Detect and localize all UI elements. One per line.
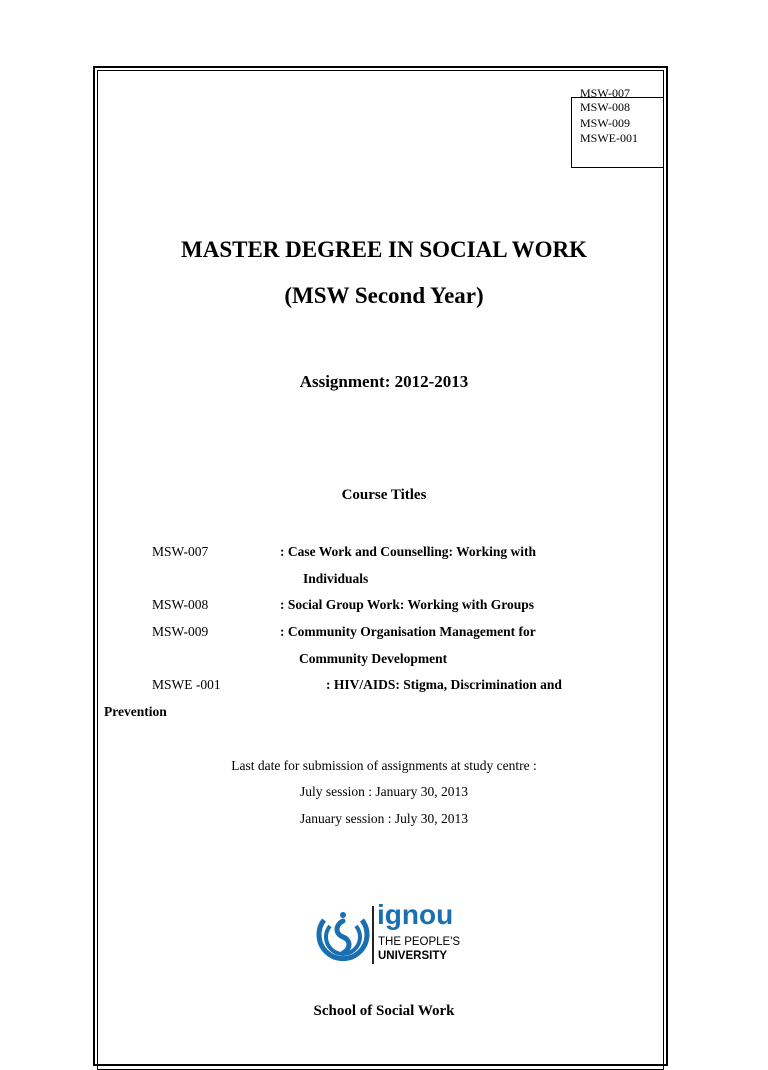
january-session-date: January session : July 30, 2013 — [300, 811, 468, 826]
course-title-4-cont: Prevention — [104, 704, 167, 719]
logo-divider — [372, 906, 374, 964]
course-title-2: : Social Group Work: Working with Groups — [280, 597, 535, 612]
code-msw-007: MSW-007 — [580, 86, 631, 100]
course-code-2: MSW-008 — [152, 597, 209, 612]
code-mswe-001: MSWE-001 — [580, 131, 638, 145]
logo-wordmark: ignou — [377, 899, 454, 930]
school-name: School of Social Work — [313, 1003, 455, 1019]
course-code-1: MSW-007 — [152, 544, 209, 559]
course-code-4: MSWE -001 — [152, 677, 221, 692]
course-code-3: MSW-009 — [152, 624, 209, 639]
course-title-1-cont: Individuals — [303, 571, 369, 586]
logo-tagline-2: UNIVERSITY — [378, 950, 448, 962]
july-session-date: July session : January 30, 2013 — [300, 784, 468, 799]
ignou-emblem-icon — [314, 908, 372, 966]
last-date-note: Last date for submission of assignments at study centre : — [231, 758, 537, 773]
course-title-3: : Community Organisation Management for — [280, 624, 536, 639]
ignou-logo — [314, 899, 474, 968]
course-title-1: : Case Work and Counselling: Working with — [280, 544, 537, 559]
document-title: MASTER DEGREE IN SOCIAL WORK — [181, 237, 587, 262]
code-msw-009: MSW-009 — [580, 116, 631, 130]
course-titles-heading: Course Titles — [341, 487, 427, 503]
code-msw-008: MSW-008 — [580, 100, 631, 114]
course-title-4: : HIV/AIDS: Stigma, Discrimination and — [326, 677, 562, 692]
logo-tagline-1: THE PEOPLE'S — [378, 936, 461, 948]
assignment-year: Assignment: 2012-2013 — [299, 372, 469, 391]
document-subtitle: (MSW Second Year) — [284, 283, 484, 308]
course-title-3-cont: Community Development — [299, 651, 448, 666]
